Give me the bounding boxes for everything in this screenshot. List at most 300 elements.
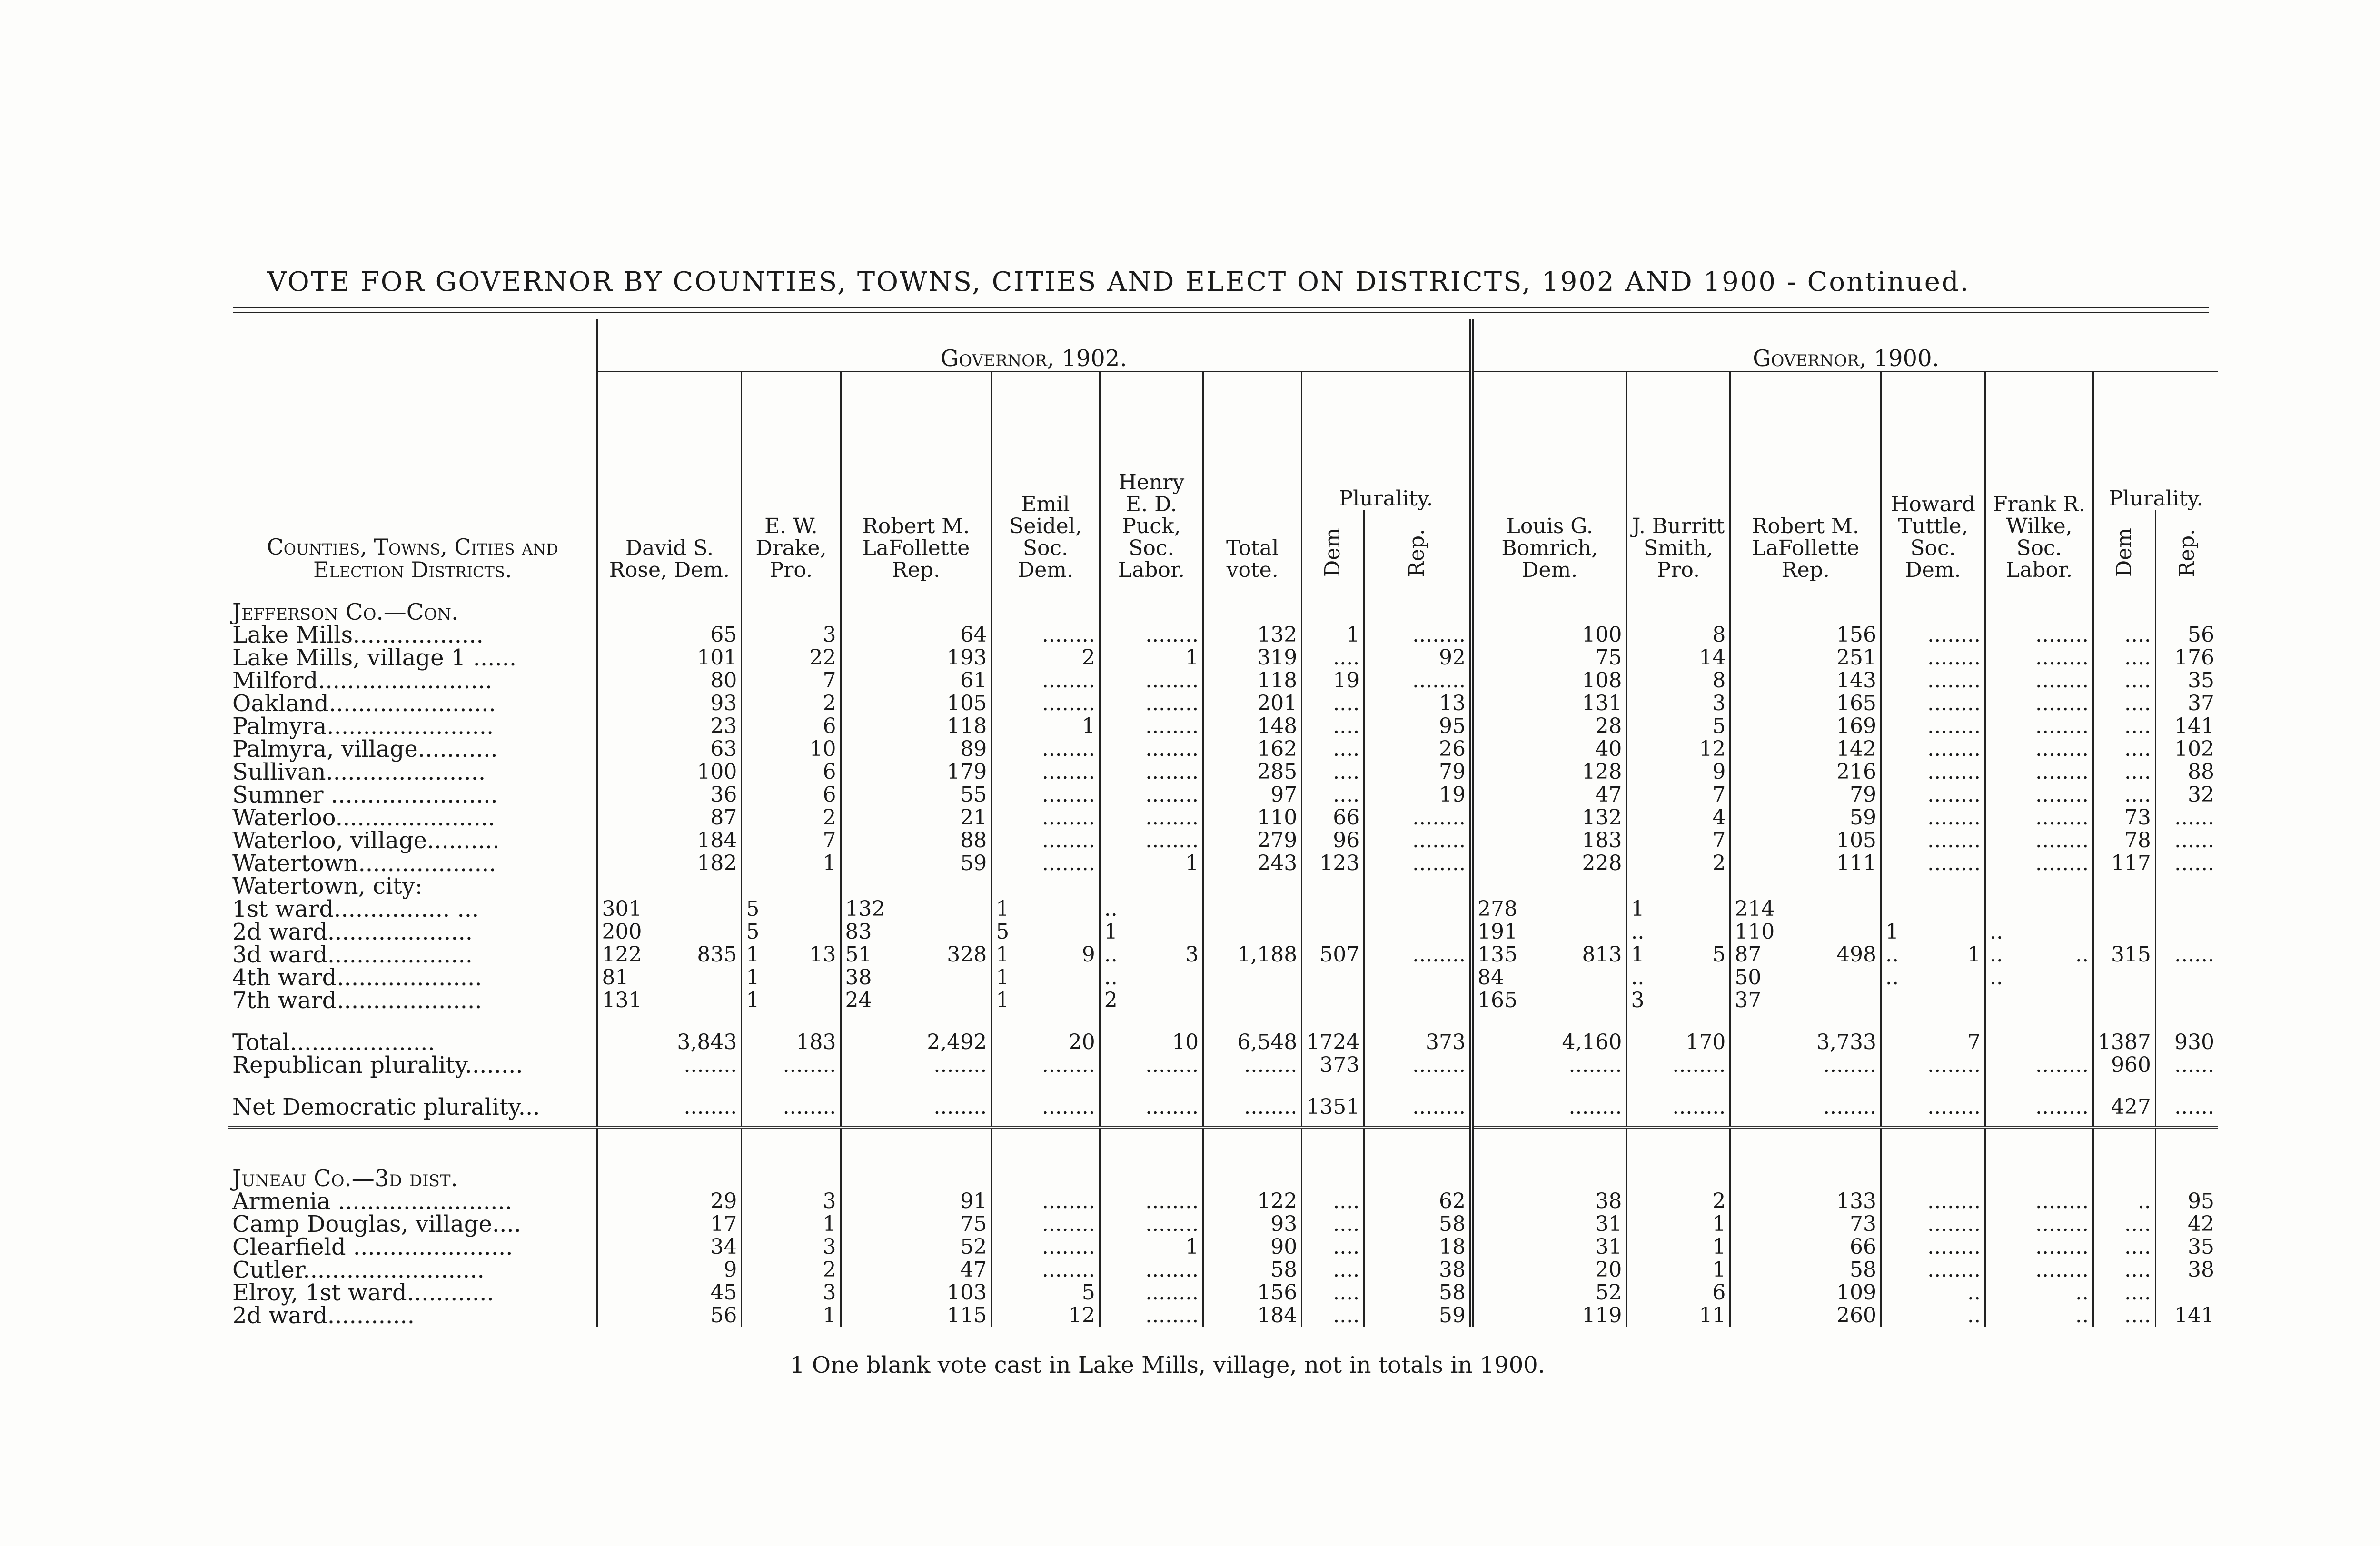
table-cell: 10	[742, 738, 841, 761]
table-cell: ..	[1881, 966, 1985, 989]
table-cell: 156	[1730, 624, 1881, 646]
spacer-row	[228, 582, 2218, 601]
table-cell: 64	[841, 624, 992, 646]
table-cell: ....	[1302, 1304, 1364, 1327]
ward-value: 51	[845, 942, 872, 967]
table-cell: ........	[1100, 1096, 1203, 1119]
table-row	[228, 806, 2218, 829]
table-cell: ........	[1100, 1304, 1203, 1327]
table-cell: 9	[597, 1259, 742, 1281]
table-cell: 96	[1302, 829, 1364, 852]
table-cell: ........	[742, 1054, 841, 1077]
table-cell: ..	[1100, 898, 1203, 921]
table-cell: ....	[2093, 761, 2155, 783]
col-plurality-1902: Plurality.	[1302, 371, 1472, 510]
table-cell: 47	[841, 1259, 992, 1281]
row-label: Armenia ........................	[232, 1188, 512, 1215]
table-cell: ........	[1985, 806, 2093, 829]
table-cell: 31	[1472, 1236, 1626, 1259]
col-lafollette-1902: Robert M. LaFollette Rep.	[841, 371, 992, 582]
table-cell: ....	[2093, 1304, 2155, 1327]
table-cell: 132	[1472, 806, 1626, 829]
table-cell: 93	[1203, 1213, 1302, 1236]
table-cell: 228	[1472, 852, 1626, 875]
table-cell: 960	[2093, 1054, 2155, 1077]
table-cell: ....	[1302, 692, 1364, 715]
table-cell: 179	[841, 761, 992, 783]
table-cell: 3	[742, 1236, 841, 1259]
row-label: 7th ward....................	[232, 987, 482, 1014]
table-cell: 26	[1364, 738, 1472, 761]
table-cell: 8	[1626, 624, 1730, 646]
table-cell: ........	[992, 852, 1100, 875]
table-cell: 45	[597, 1281, 742, 1304]
table-cell	[2093, 989, 2155, 1012]
table-cell: ..	[1626, 921, 1730, 943]
table-cell: ........	[1881, 669, 1985, 692]
table-cell: 182	[597, 852, 742, 875]
table-cell: 184	[1203, 1304, 1302, 1327]
table-cell: ........	[1985, 738, 2093, 761]
table-cell: 162	[1203, 738, 1302, 761]
table-cell: ........	[992, 829, 1100, 852]
table-cell: 19	[1302, 669, 1364, 692]
table-cell	[1302, 898, 1364, 921]
ward-value: ..	[1885, 942, 1899, 967]
table-row	[228, 1054, 2218, 1077]
table-cell: ........	[597, 1096, 742, 1119]
table-cell: 101	[597, 646, 742, 669]
table-cell	[2093, 898, 2155, 921]
group-header-1902: Governor, 1902.	[597, 319, 1472, 371]
table-cell	[597, 943, 742, 966]
table-cell: ........	[1985, 783, 2093, 806]
table-cell: 40	[1472, 738, 1626, 761]
table-cell: 4,160	[1472, 1031, 1626, 1054]
table-cell: 24	[841, 989, 992, 1012]
table-cell: 20	[992, 1031, 1100, 1054]
ward-value: ..	[1990, 942, 2003, 967]
table-cell: 38	[841, 966, 992, 989]
table-cell: 2,492	[841, 1031, 992, 1054]
table-cell: ........	[1100, 1259, 1203, 1281]
table-cell: ........	[1100, 806, 1203, 829]
table-cell: 12	[992, 1304, 1100, 1327]
table-cell	[1302, 989, 1364, 1012]
table-cell: ........	[1881, 1190, 1985, 1213]
ward-row	[228, 943, 2218, 966]
table-cell: 2	[1626, 852, 1730, 875]
table-cell: 79	[1730, 783, 1881, 806]
table-cell: 6	[742, 715, 841, 738]
table-cell	[992, 943, 1100, 966]
col-tuttle: Howard Tuttle, Soc. Dem.	[1881, 371, 1985, 582]
table-cell: ........	[841, 1096, 992, 1119]
elroy-total: 141	[2174, 1303, 2214, 1328]
col-seidel: Emil Seidel, Soc. Dem.	[992, 371, 1100, 582]
table-cell	[2155, 1281, 2218, 1304]
table-cell	[1985, 943, 2093, 966]
table-cell	[2155, 1304, 2218, 1327]
table-cell: ........	[1985, 1096, 2093, 1119]
table-cell: 279	[1203, 829, 1302, 852]
table-row	[228, 1031, 2218, 1054]
table-row	[228, 1304, 2218, 1327]
table-cell: ..	[1881, 1304, 1985, 1327]
table-cell: 58	[1364, 1213, 1472, 1236]
table-cell: 1	[992, 715, 1100, 738]
table-cell	[1472, 943, 1626, 966]
table-cell: 1	[742, 852, 841, 875]
table-cell	[1203, 898, 1302, 921]
table-cell: ..	[1985, 966, 2093, 989]
table-cell: ....	[1302, 715, 1364, 738]
table-cell: ........	[1100, 624, 1203, 646]
table-cell: 141	[2155, 715, 2218, 738]
table-cell: ........	[1881, 692, 1985, 715]
table-cell: 1	[1626, 1259, 1730, 1281]
table-cell: ........	[1472, 1054, 1626, 1077]
table-cell: 1	[1302, 624, 1364, 646]
table-cell: 13	[1364, 692, 1472, 715]
col-dem-1902: Dem	[1320, 528, 1345, 577]
table-row	[228, 829, 2218, 852]
table-cell: ........	[1985, 1190, 2093, 1213]
table-row	[228, 1096, 2218, 1119]
table-cell: 81	[597, 966, 742, 989]
table-cell: ......	[2155, 943, 2218, 966]
table-cell: ....	[1302, 761, 1364, 783]
table-cell: ........	[1364, 806, 1472, 829]
table-cell: ....	[2093, 1259, 2155, 1281]
table-cell: 1	[1100, 1236, 1203, 1259]
table-row	[228, 852, 2218, 875]
table-cell: ........	[992, 806, 1100, 829]
table-cell: 38	[2155, 1259, 2218, 1281]
table-cell: 19	[1364, 783, 1472, 806]
table-cell: ....	[2093, 1236, 2155, 1259]
spacer-row	[228, 1148, 2218, 1167]
table-cell: 83	[841, 921, 992, 943]
table-cell: ........	[742, 1096, 841, 1119]
table-cell: ....	[1302, 646, 1364, 669]
table-cell: 216	[1730, 761, 1881, 783]
group-header-1900: Governor, 1900.	[1472, 319, 2218, 371]
table-cell: ....	[2093, 669, 2155, 692]
table-cell: 37	[1730, 989, 1881, 1012]
table-cell: 165	[1472, 989, 1626, 1012]
elroy-total: 11	[1699, 1303, 1726, 1328]
table-cell: ........	[1985, 1213, 2093, 1236]
table-cell: 65	[597, 624, 742, 646]
table-cell: ....	[1302, 1190, 1364, 1213]
table-row	[228, 1190, 2218, 1213]
table-cell: 61	[841, 669, 992, 692]
table-cell: 20	[1472, 1259, 1626, 1281]
col-rep-1902: Rep.	[1405, 528, 1429, 577]
table-cell: ......	[2155, 829, 2218, 852]
table-cell: ........	[1985, 692, 2093, 715]
table-cell: 78	[2093, 829, 2155, 852]
table-cell: ........	[1881, 829, 1985, 852]
table-cell: 427	[2093, 1096, 2155, 1119]
table-cell	[1985, 989, 2093, 1012]
table-cell: 373	[1302, 1054, 1364, 1077]
table-cell: 4	[1626, 806, 1730, 829]
table-cell	[2155, 989, 2218, 1012]
table-row	[228, 783, 2218, 806]
table-cell: ..	[1985, 1281, 2093, 1304]
table-cell: 34	[597, 1236, 742, 1259]
table-cell: ......	[2155, 852, 2218, 875]
table-cell: 5	[742, 921, 841, 943]
table-cell: ........	[1364, 852, 1472, 875]
table-cell: 29	[597, 1190, 742, 1213]
table-cell	[1203, 966, 1302, 989]
table-cell: ........	[1100, 1054, 1203, 1077]
table-cell: ..	[2093, 1190, 2155, 1213]
table-cell: 50	[1730, 966, 1881, 989]
table-cell	[1985, 898, 2093, 921]
table-cell: ........	[992, 669, 1100, 692]
table-cell: 1	[1100, 646, 1203, 669]
elroy-total: 119	[1582, 1303, 1622, 1328]
row-label: Total....................	[232, 1029, 435, 1056]
table-cell: ....	[1302, 1236, 1364, 1259]
table-cell: 148	[1203, 715, 1302, 738]
table-cell: ........	[1881, 1236, 1985, 1259]
table-cell: 108	[1472, 669, 1626, 692]
row-label: Palmyra, village...........	[232, 735, 498, 763]
table-cell: 58	[1730, 1259, 1881, 1281]
table-cell: 1	[742, 966, 841, 989]
table-cell	[1881, 898, 1985, 921]
table-cell: 6	[742, 783, 841, 806]
table-cell	[841, 943, 992, 966]
ward-value: 1	[1631, 942, 1645, 967]
col-rep-1900: Rep.	[2174, 528, 2199, 577]
table-cell: 84	[1472, 966, 1626, 989]
table-row	[228, 1213, 2218, 1236]
table-cell: 214	[1730, 898, 1881, 921]
table-cell: ....	[2093, 783, 2155, 806]
table-cell: ........	[1881, 806, 1985, 829]
table-cell: 132	[1203, 624, 1302, 646]
table-cell: 1	[742, 1213, 841, 1236]
table-row	[228, 1259, 2218, 1281]
table-cell: 38	[1472, 1190, 1626, 1213]
table-cell: ....	[1302, 1213, 1364, 1236]
table-cell: ....	[2093, 1281, 2155, 1304]
table-cell: 143	[1730, 669, 1881, 692]
table-cell: 1	[742, 1304, 841, 1327]
table-cell	[1203, 989, 1302, 1012]
city-total: 9	[1081, 942, 1095, 967]
table-cell: 7	[742, 669, 841, 692]
table-cell: 131	[1472, 692, 1626, 715]
table-cell: 930	[2155, 1031, 2218, 1054]
table-cell: 1	[992, 898, 1100, 921]
row-label: Oakland.......................	[232, 690, 496, 717]
table-cell: 92	[1364, 646, 1472, 669]
table-cell: 58	[1203, 1259, 1302, 1281]
table-cell: 117	[2093, 852, 2155, 875]
table-cell: ........	[1985, 1054, 2093, 1077]
city-total: 498	[1836, 942, 1877, 967]
table-cell: 7	[1881, 1031, 1985, 1054]
table-cell: 109	[1730, 1281, 1881, 1304]
table-cell: 110	[1730, 921, 1881, 943]
table-cell: ........	[1985, 646, 2093, 669]
table-cell	[1203, 921, 1302, 943]
vote-table	[228, 319, 2218, 1327]
table-cell: 2	[992, 646, 1100, 669]
table-row	[228, 646, 2218, 669]
table-cell: ..	[1985, 1304, 2093, 1327]
table-cell: ........	[1100, 829, 1203, 852]
table-cell: ........	[1881, 761, 1985, 783]
table-row	[228, 738, 2218, 761]
table-cell: 3	[742, 624, 841, 646]
table-cell: 56	[2155, 624, 2218, 646]
ward-value: ..	[1104, 942, 1118, 967]
table-cell: 47	[1472, 783, 1626, 806]
table-cell: 56	[597, 1304, 742, 1327]
city-total: 5	[1712, 942, 1726, 967]
page-title: VOTE FOR GOVERNOR BY COUNTIES, TOWNS, CITIES AND ELECT ON DISTRICTS, 1902 AND 1900 - Continued.	[267, 267, 1970, 297]
table-cell: ........	[1364, 943, 1472, 966]
row-label: 2d ward....................	[232, 918, 473, 945]
col-drake: E. W. Drake, Pro.	[742, 371, 841, 582]
table-cell: 319	[1203, 646, 1302, 669]
table-cell	[1364, 966, 1472, 989]
table-cell: 110	[1203, 806, 1302, 829]
row-label: 2d ward............	[232, 1302, 415, 1329]
table-cell: 1387	[2093, 1031, 2155, 1054]
city-total: 813	[1582, 942, 1622, 967]
table-cell: ........	[1100, 783, 1203, 806]
table-cell	[2155, 898, 2218, 921]
table-cell	[2155, 921, 2218, 943]
table-cell: 193	[841, 646, 992, 669]
spacer-row	[228, 1012, 2218, 1031]
row-label: Elroy, 1st ward............	[232, 1279, 494, 1306]
table-cell: 105	[841, 692, 992, 715]
table-cell: 118	[841, 715, 992, 738]
top-double-rule	[233, 307, 2209, 313]
table-cell: 201	[1203, 692, 1302, 715]
table-cell: 88	[841, 829, 992, 852]
table-cell: 115	[841, 1304, 992, 1327]
table-cell	[1626, 1304, 1730, 1327]
table-cell: 7	[742, 829, 841, 852]
table-cell: ........	[1985, 715, 2093, 738]
table-cell: ........	[992, 1190, 1100, 1213]
table-cell: 111	[1730, 852, 1881, 875]
table-cell: 62	[1364, 1190, 1472, 1213]
table-cell: ........	[1881, 738, 1985, 761]
row-label: 3d ward....................	[232, 941, 473, 968]
table-cell: ........	[1881, 646, 1985, 669]
row-label: Palmyra.......................	[232, 713, 494, 740]
ward-row	[228, 989, 2218, 1012]
table-cell: ........	[992, 692, 1100, 715]
table-cell: ........	[1730, 1054, 1881, 1077]
table-cell: 2	[742, 1259, 841, 1281]
ward-value: 1	[996, 942, 1010, 967]
table-cell	[1302, 921, 1364, 943]
city-total: 3	[1185, 942, 1199, 967]
table-cell: ......	[2155, 1054, 2218, 1077]
table-cell: 184	[597, 829, 742, 852]
row-label: Lake Mills..................	[232, 621, 484, 648]
table-cell: 80	[597, 669, 742, 692]
footnote: 1 One blank vote cast in Lake Mills, village, not in totals in 1900.	[790, 1352, 1546, 1378]
table-cell: ........	[992, 783, 1100, 806]
table-cell: ........	[1472, 1096, 1626, 1119]
table-cell: 183	[1472, 829, 1626, 852]
ward-value: 122	[602, 942, 642, 967]
table-cell: 75	[841, 1213, 992, 1236]
table-cell: 18	[1364, 1236, 1472, 1259]
table-cell: ........	[1985, 624, 2093, 646]
table-cell: 200	[597, 921, 742, 943]
table-cell: 3	[742, 1281, 841, 1304]
table-row	[228, 715, 2218, 738]
table-cell	[1730, 943, 1881, 966]
table-cell: 1	[1626, 1213, 1730, 1236]
table-cell: ........	[597, 1054, 742, 1077]
table-cell: ........	[1985, 1259, 2093, 1281]
table-cell: 131	[597, 989, 742, 1012]
table-cell: ........	[1626, 1054, 1730, 1077]
table-cell	[742, 943, 841, 966]
col-smith: J. Burritt Smith, Pro.	[1626, 371, 1730, 582]
table-cell: ........	[1881, 1259, 1985, 1281]
table-cell: 95	[2155, 1190, 2218, 1213]
table-cell: ........	[1100, 761, 1203, 783]
table-cell: 9	[1626, 761, 1730, 783]
table-cell: 36	[597, 783, 742, 806]
table-cell: 123	[1302, 852, 1364, 875]
row-label: Waterloo......................	[232, 804, 496, 831]
table-cell: ........	[1985, 829, 2093, 852]
table-cell	[1881, 943, 1985, 966]
table-cell	[1985, 1031, 2093, 1054]
city-total: 1	[1967, 942, 1981, 967]
table-cell	[1626, 943, 1730, 966]
table-row	[228, 761, 2218, 783]
table-cell: 507	[1302, 943, 1364, 966]
spacer-row	[228, 1128, 2218, 1148]
table-cell: 3,843	[597, 1031, 742, 1054]
table-cell: 2	[742, 692, 841, 715]
table-cell: 1	[1100, 852, 1203, 875]
table-cell: 79	[1364, 761, 1472, 783]
table-cell: 301	[597, 898, 742, 921]
table-cell	[1302, 966, 1364, 989]
table-cell: 285	[1203, 761, 1302, 783]
table-cell: 3,733	[1730, 1031, 1881, 1054]
table-cell: 103	[841, 1281, 992, 1304]
table-cell: ..	[1100, 966, 1203, 989]
table-cell: ........	[1881, 783, 1985, 806]
table-cell: ........	[1985, 761, 2093, 783]
table-cell: 122	[1203, 1190, 1302, 1213]
table-cell: 14	[1626, 646, 1730, 669]
table-cell: 55	[841, 783, 992, 806]
table-cell: 373	[1364, 1031, 1472, 1054]
